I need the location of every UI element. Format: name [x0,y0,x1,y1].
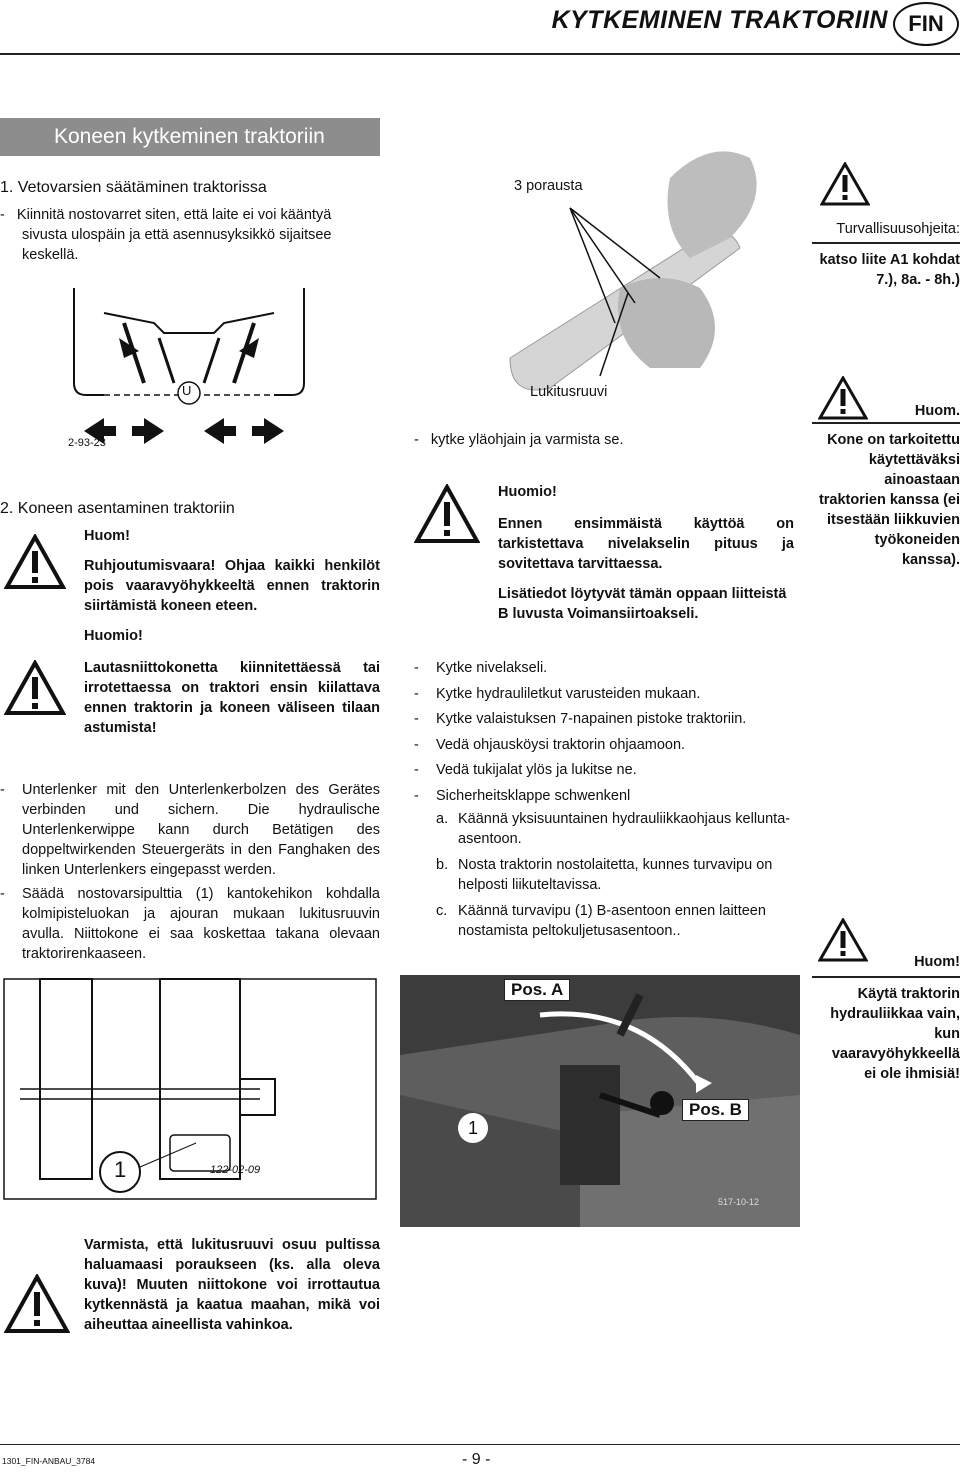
warning-icon [4,534,66,590]
note-text: Kone on tarkoitettu käytettäväksi ainoastaan traktorien kanssa (ei itsestään liikkuvien työkoneiden kanssa). [818,432,960,568]
sidebar-rule [812,976,960,978]
page-number: - 9 - [462,1451,491,1468]
list-item: - Säädä nostovarsipulttia (1) kantokehikon kohdalla kolmipisteluokan ja ajouran mukaan lukitusruuvin avulla. Niittokone ei saa koskettaa takana olevaan traktorirenkaaseen. [0,884,380,964]
hitch-diagram [64,283,314,458]
list-item: - Vedä ohjausköysi traktorin ohjaamoon. [414,733,804,759]
right-bullets [414,656,804,809]
list-item: - Unterlenker mit den Unterlenkerbolzen des Gerätes verbinden und sichern. Die hydraulische Unterlenkerwippe kann durch Betätigen des doppeltwirkenden Steuergeräts in den Fanghaken des linken Unterlenkers eingepasst werden. [0,780,380,880]
list-item: - Kytke valaistuksen 7-napainen pistoke traktoriin. [414,707,804,733]
step2-note-title: Huom! [84,528,130,544]
list-item: - Kytke hydrauliletkut varusteiden mukaan. [414,682,804,708]
warning-icon [4,1274,70,1334]
sub-step-a [414,809,804,849]
sub-mark: c. [436,903,448,919]
warning-icon [414,484,480,544]
language-badge: FIN [893,2,959,46]
pin-number: 1 [114,1157,127,1182]
sub-mark: a. [436,811,449,827]
safety-title: Turvallisuusohjeita: [836,221,960,237]
sub-text: Nosta traktorin nostolaitetta, kunnes turvavipu on helposti liikuteltavissa. [458,857,773,893]
header-rule [0,53,960,55]
footer-rule [0,1444,960,1445]
step2-heading: 2. Koneen asentaminen traktoriin [0,500,235,517]
safety-text: katso liite A1 kohdat 7.), 8a. - 8h.) [819,252,960,288]
figure2-code: 122-02-09 [210,1164,261,1176]
sub-text: Käännä yksisuuntainen hydrauliikkaohjaus kellunta-asentoon. [458,811,791,847]
step1-text: - Kiinnitä nostovarret siten, että laite ei voi kääntyä sivusta ulospäin ja että asennusyksikkö sijaitsee keskellä. [0,207,332,263]
list-item: - Vedä tukijalat ylös ja lukitse ne. [414,758,804,784]
lock-screw-label: Lukitusruuvi [530,384,608,400]
section-title: Koneen kytkeminen traktoriin [0,118,380,156]
list-item: - Kytke nivelakseli. [414,656,804,682]
sidebar-rule [812,422,960,424]
step2-warn-title: Huomio! [84,628,143,644]
footer-doc-code: 1301_FIN-ANBAU_3784 [2,1456,96,1466]
bottom-warn-text: Varmista, että lukitusruuvi osuu pultissa haluamaasi poraukseen (ks. alla oleva kuva)! Muuten niittokone voi irrottautua kytkennästä ja kaatua maahan, mikä voi aiheuttaa aineellista vahinkoa. [84,1237,380,1333]
sub-steps [414,809,804,941]
step2-note-text: Ruhjoutumisvaara! Ohjaa kaikki henkilöt pois vaaravyöhykkeeltä ennen traktorin siirtämistä koneen eteen. [84,558,380,614]
sub-mark: b. [436,857,449,873]
pos-a-label: Pos. A [504,979,570,1001]
pin-diagram [0,975,380,1203]
page-header-title: KYTKEMINEN TRAKTORIIN [551,6,888,34]
right-line1: - kytke yläohjain ja varmista se. [414,432,624,448]
drill-label: 3 porausta [514,178,583,194]
list-item: - Sicherheitsklappe schwenkenl [414,784,804,810]
step2-warn-text: Lautasniittokonetta kiinnitettäessä tai irrotettaessa on traktori ensin kiilattava ennen traktorin ja koneen väliseen tilaan astumista! [84,660,380,736]
diagram-label-u: U [182,383,192,398]
pos-b-label: Pos. B [682,1099,749,1121]
photo-safety-lever [400,975,800,1227]
right-warn-title: Huomio! [498,484,557,500]
photo2-code: 517-10-12 [718,1197,760,1207]
hitch-diagram-svg [64,283,314,458]
sidebar-rule [812,242,960,244]
photo-lock-screw-svg [400,118,800,410]
note-title: Huom. [914,403,960,419]
note2-text: Käytä traktorin hydrauliikkaa vain, kun vaaravyöhykkeellä ei ole ihmisiä! [830,986,960,1082]
warning-icon [4,660,66,716]
pin-diagram-svg [0,975,380,1203]
step1-text-body: Kiinnitä nostovarret siten, että laite ei voi kääntyä sivusta ulospäin ja että asennusyksikkö sijaitsee keskellä. [16,207,332,263]
figure1-code: 2-93-23 [68,437,106,449]
sub-text: Käännä turvavipu (1) B-asentoon ennen laitteen nostamista peltokuljetusasentoon.. [458,903,766,939]
sub-step-c [414,901,804,941]
sub-step-b [414,855,804,895]
note2-title: Huom! [914,954,960,970]
right-line1-text: kytke yläohjain ja varmista se. [430,432,624,448]
right-warn-text: Ennen ensimmäistä käyttöä on tarkistettava nivelakselin pituus ja sovitettava tarvittaessa. [498,516,794,572]
photo-lock-screw [400,118,800,410]
warning-icon [820,162,870,206]
step1-heading: 1. Vetovarsien säätäminen traktorissa [0,179,267,196]
right-info-text: Lisätiedot löytyvät tämän oppaan liitteistä B luvusta Voimansiirtoakseli. [498,586,787,622]
lever-number: 1 [458,1113,488,1143]
step2-bullets [0,780,380,964]
